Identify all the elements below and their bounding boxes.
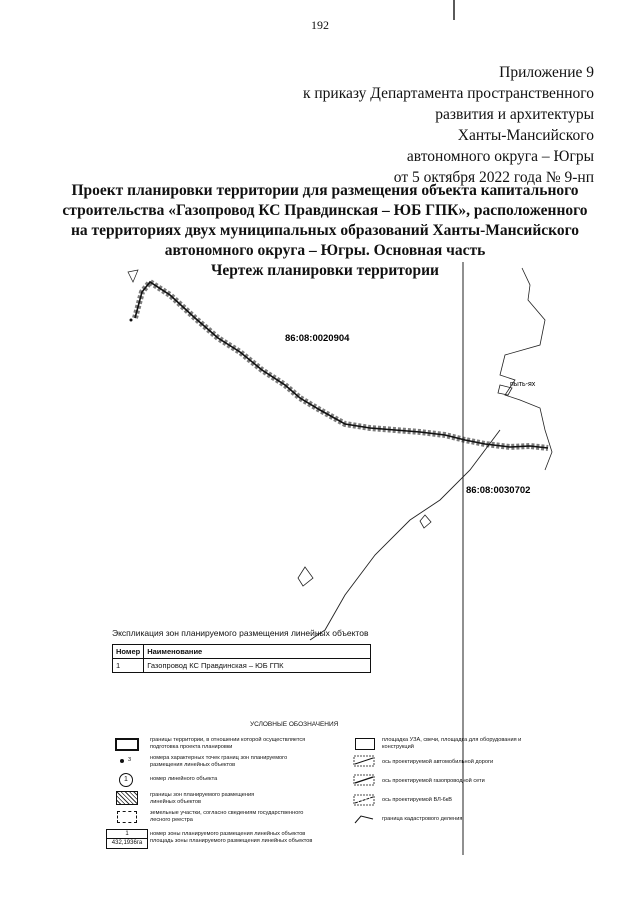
appendix-line: к приказу Департамента пространственного — [302, 85, 594, 102]
gas-network-symbol — [353, 774, 375, 786]
point-number-sample: 3 — [128, 757, 132, 763]
pipeline-zone — [135, 282, 548, 448]
valve-site-symbol — [355, 738, 375, 750]
point-symbol — [120, 759, 124, 763]
cadastral-boundary — [500, 268, 552, 470]
point-marker — [130, 319, 133, 322]
column-header: Номер — [113, 645, 144, 659]
road-axis — [310, 430, 500, 640]
legend-text: номер зоны планируемого размещения линейных объектов площадь зоны планируемого размещения линейных объектов — [150, 831, 313, 844]
polygon-feature — [128, 270, 138, 282]
appendix-line: от 5 октября 2022 года № 9-нп — [393, 169, 594, 186]
title-line: Проект планировки территории для размещения объекта капитального — [71, 182, 579, 199]
legend-text: земельные участки, согласно сведениям государственного лесного реестра — [150, 810, 304, 823]
table-cell: Газопровод КС Правдинская – ЮБ ГПК — [144, 659, 371, 673]
cadastral-division-symbol — [353, 813, 375, 825]
legend-title: УСЛОВНЫЕ ОБОЗНАЧЕНИЯ — [250, 721, 339, 728]
settlement-label: пыть-ях — [510, 381, 536, 388]
table-row — [113, 659, 371, 673]
legend-text: граница кадастрового деления — [382, 816, 463, 822]
column-header: Наименование — [144, 645, 371, 659]
title-line: автономного округа – Югры. Основная часть — [164, 242, 486, 259]
table-header-row — [113, 645, 371, 659]
cadastral-label: 86:08:0020904 — [285, 333, 350, 344]
forest-plot-symbol — [117, 811, 137, 823]
appendix-line: Ханты-Мансийского — [457, 127, 594, 144]
page-number: 192 — [311, 18, 329, 32]
legend-text: площадка УЗА, свечи, площадка для оборудования и конструкций — [382, 737, 522, 750]
territory-boundary-symbol — [115, 738, 139, 751]
zone-area-sample: 432,1936га — [111, 840, 143, 846]
title-line: на территориях двух муниципальных образований Ханты-Мансийского — [70, 222, 580, 239]
table-cell: 1 — [113, 659, 144, 673]
appendix-line: развития и архитектуры — [435, 106, 594, 123]
object-number-symbol: 1 — [119, 773, 133, 787]
legend-text: ось проектируемой автомобильной дороги — [382, 759, 494, 765]
polygon-feature — [420, 515, 431, 528]
legend-text: номера характерных точек границ зон планируемого размещения линейных объектов — [150, 755, 288, 768]
power-line-symbol — [353, 794, 375, 806]
legend-text: ось проектируемой ВЛ-6кВ — [382, 797, 452, 803]
gas-pipeline-axis — [135, 282, 548, 448]
polygon-feature — [298, 567, 313, 586]
explication-table — [112, 644, 371, 673]
legend-text: ось проектируемой газопроводной сети — [382, 778, 485, 784]
zone-boundary-symbol — [116, 791, 138, 805]
zone-number-sample: 1 — [107, 830, 147, 839]
title-line: строительства «Газопровод КС Правдинская – ЮБ ГПК», расположенного — [62, 202, 588, 219]
legend-text: границы территории, в отношении которой осуществляется подготовка проекта планировки — [150, 737, 306, 750]
appendix-line: автономного округа – Югры — [406, 148, 594, 165]
appendix-line: Приложение 9 — [499, 64, 594, 81]
explication-title: Экспликация зон планируемого размещения линейных объектов — [112, 628, 369, 638]
zone-number-symbol — [106, 829, 148, 849]
cadastral-label: 86:08:0030702 — [466, 485, 531, 496]
road-axis-symbol — [353, 755, 375, 767]
title-line: Чертеж планировки территории — [211, 262, 439, 279]
legend-text: номер линейного объекта — [150, 776, 218, 782]
legend-text: границы зон планируемого размещения линейных объектов — [150, 792, 255, 805]
